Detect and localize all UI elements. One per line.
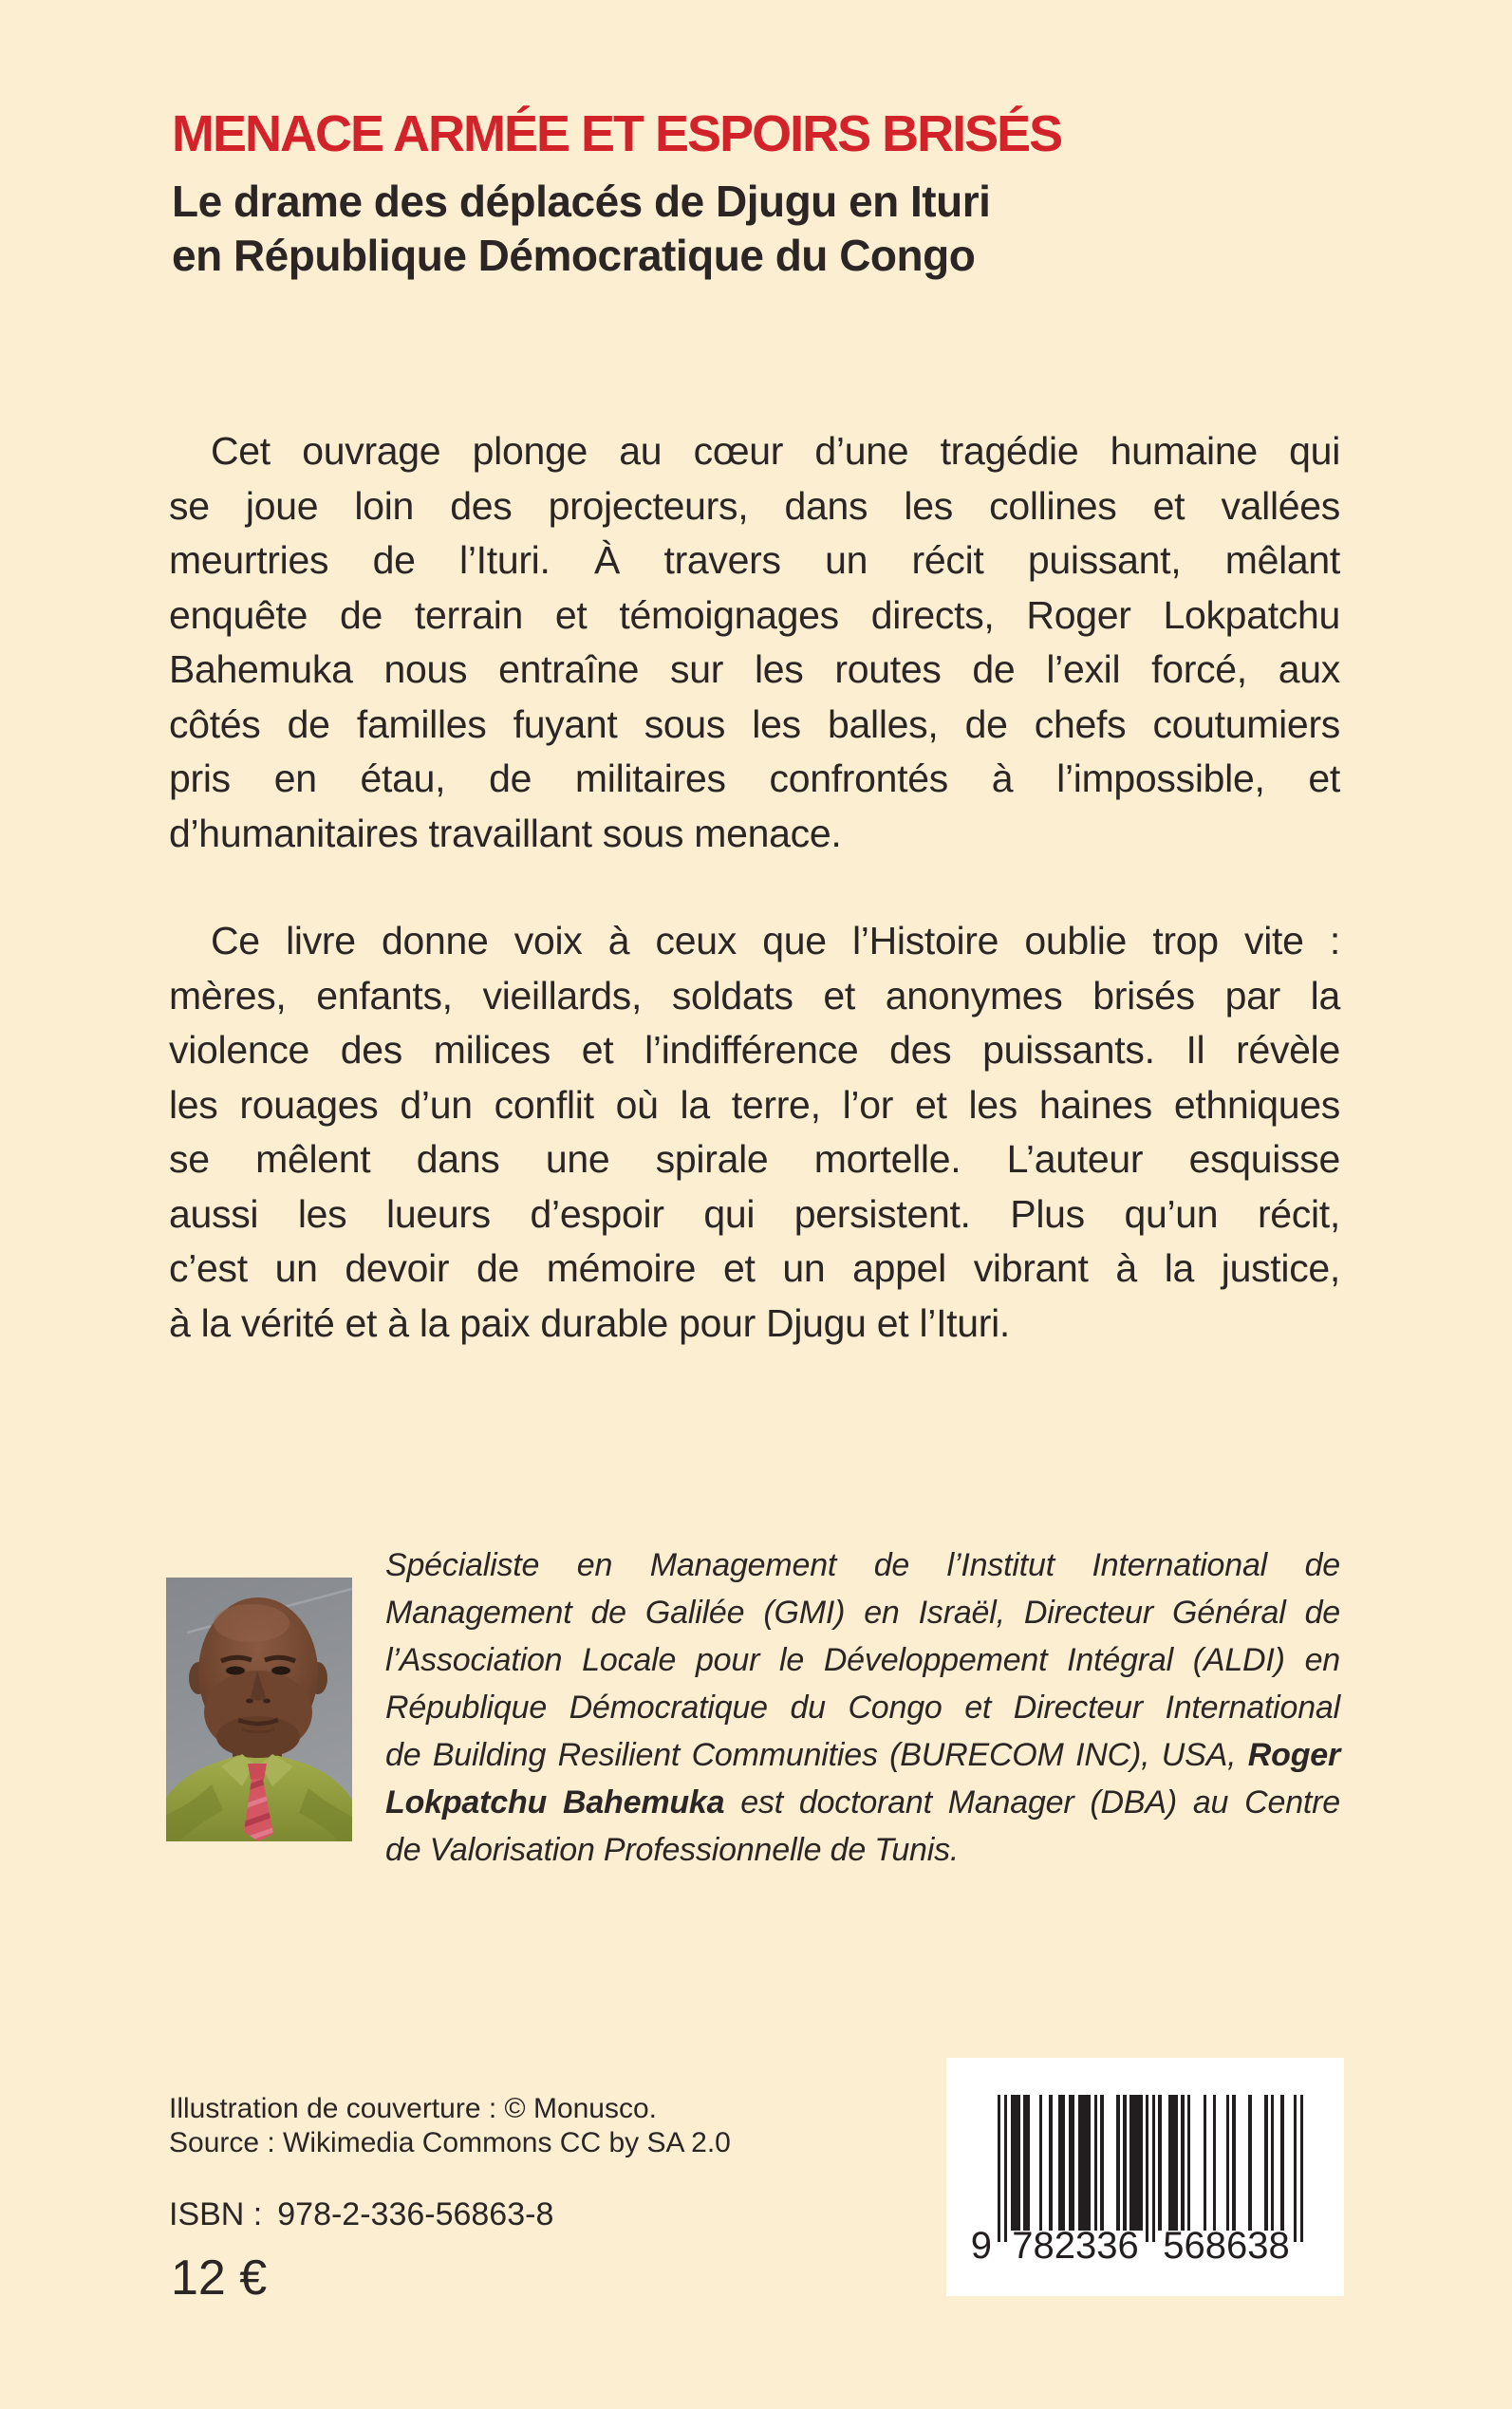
bio-line: République Démocratique du Congo et Directeur International [385, 1690, 1340, 1726]
illustration-credit: Illustration de couverture : © Monusco. [169, 2093, 658, 2124]
synopsis-line: aussi les lueurs d’espoir qui persistent. Plus qu’un récit, [169, 1191, 1340, 1236]
synopsis-line: meurtries de l’Ituri. À travers un récit puissant, mêlant [169, 538, 1340, 582]
barcode-bar [1248, 2095, 1251, 2231]
isbn-value: 978-2-336-56863-8 [277, 2196, 554, 2232]
barcode-bar [1078, 2095, 1092, 2231]
synopsis-line: Ce livre donne voix à ceux que l’Histoire oublie trop vite : [211, 919, 1340, 962]
bio-line: de Valorisation Professionnelle de Tunis. [385, 1832, 960, 1868]
barcode-bar [1129, 2095, 1143, 2231]
synopsis-line: d’humanitaires travaillant sous menace. [169, 811, 842, 855]
barcode-digit-group-right: 568638 [1163, 2225, 1290, 2267]
barcode-bars [998, 2095, 1303, 2231]
barcode-bar [1271, 2095, 1274, 2231]
isbn [169, 2195, 553, 2233]
barcode-bar [1069, 2095, 1075, 2231]
barcode-bar [1264, 2095, 1267, 2231]
subtitle-line-1: Le drame des déplacés de Djugu en Ituri [172, 177, 991, 226]
barcode-digits [946, 2225, 1344, 2269]
barcode-bar [1213, 2095, 1216, 2231]
barcode [946, 2058, 1344, 2296]
cover-credits [169, 2092, 731, 2160]
synopsis-line: les rouages d’un conflit où la terre, l’or et les haines ethniques [169, 1082, 1340, 1127]
bio-text-segment: de Building Resilient Communities (BURECOM INC), USA, [385, 1737, 1248, 1773]
bio-line: Spécialiste en Management de l’Institut International de [385, 1547, 1340, 1583]
barcode-bar [1123, 2095, 1126, 2231]
barcode-bar [1039, 2095, 1042, 2231]
synopsis-line: c’est un devoir de mémoire et un appel vibrant à la justice, [169, 1246, 1340, 1290]
book-title: MENACE ARMÉE ET ESPOIRS BRISÉS [172, 105, 1062, 162]
bio-line [385, 1731, 1340, 1779]
price: 12 € [171, 2250, 268, 2306]
barcode-bar [1146, 2095, 1148, 2242]
barcode-bar [1204, 2095, 1206, 2231]
synopsis-line: se mêlent dans une spirale mortelle. L’auteur esquisse [169, 1137, 1340, 1181]
barcode-bar [1023, 2095, 1030, 2231]
source-credit: Source : Wikimedia Commons CC by SA 2.0 [169, 2127, 731, 2158]
author-name-bold: Lokpatchu Bahemuka [385, 1784, 725, 1821]
barcode-bar [1094, 2095, 1097, 2231]
barcode-bar [1116, 2095, 1119, 2231]
synopsis-paragraph-1 [169, 424, 1340, 861]
synopsis-paragraph-2 [169, 914, 1340, 1351]
synopsis-line: Bahemuka nous entraîne sur les routes de l’exil forcé, aux [169, 647, 1340, 691]
bio-text-segment: est doctorant Manager (DBA) au Centre [724, 1784, 1340, 1821]
barcode-bar [1226, 2095, 1229, 2231]
barcode-bar [1158, 2095, 1161, 2231]
synopsis-line: Cet ouvrage plonge au cœur d’une tragédie humaine qui [211, 429, 1340, 473]
bio-line: l’Association Locale pour le Développement Intégral (ALDI) en [385, 1642, 1340, 1678]
barcode-bar [1232, 2095, 1235, 2231]
barcode-bar [1294, 2095, 1297, 2242]
synopsis-line: violence des milices et l’indifférence des puissants. Il révèle [169, 1028, 1340, 1072]
barcode-bar [1058, 2095, 1065, 2231]
author-name-bold: Roger [1247, 1737, 1340, 1773]
barcode-bar [1181, 2095, 1184, 2231]
synopsis-line: se joue loin des projecteurs, dans les collines et vallées [169, 483, 1340, 528]
bio-line: Management de Galilée (GMI) en Israël, Directeur Général de [385, 1595, 1340, 1631]
barcode-digit-first: 9 [970, 2225, 992, 2267]
synopsis-line: enquête de terrain et témoignages directs, Roger Lokpatchu [169, 592, 1340, 637]
barcode-bar [1049, 2095, 1052, 2231]
synopsis-line: à la vérité et à la paix durable pour Djugu et l’Ituri. [169, 1300, 1011, 1345]
synopsis-line: pris en étau, de militaires confrontés à l’impossible, et [169, 756, 1340, 800]
isbn-label: ISBN : [169, 2196, 263, 2232]
barcode-bar [998, 2095, 1000, 2242]
subtitle-line-2: en République Démocratique du Congo [172, 231, 976, 280]
author-bio [385, 1541, 1340, 1874]
barcode-bar [1280, 2095, 1283, 2231]
barcode-bar [1152, 2095, 1155, 2242]
bio-line [385, 1779, 1340, 1826]
author-photo [166, 1578, 352, 1841]
barcode-bar [1300, 2095, 1303, 2242]
synopsis-line: mères, enfants, vieillards, soldats et anonymes brisés par la [169, 973, 1340, 1018]
barcode-bar [1100, 2095, 1103, 2231]
barcode-digit-group-left: 782336 [1012, 2225, 1139, 2267]
barcode-bar [1168, 2095, 1178, 2231]
book-subtitle [172, 175, 990, 283]
barcode-bar [1004, 2095, 1007, 2242]
barcode-bar [1011, 2095, 1020, 2231]
barcode-bar [1187, 2095, 1190, 2231]
synopsis-line: côtés de familles fuyant sous les balles, de chefs coutumiers [169, 701, 1340, 746]
